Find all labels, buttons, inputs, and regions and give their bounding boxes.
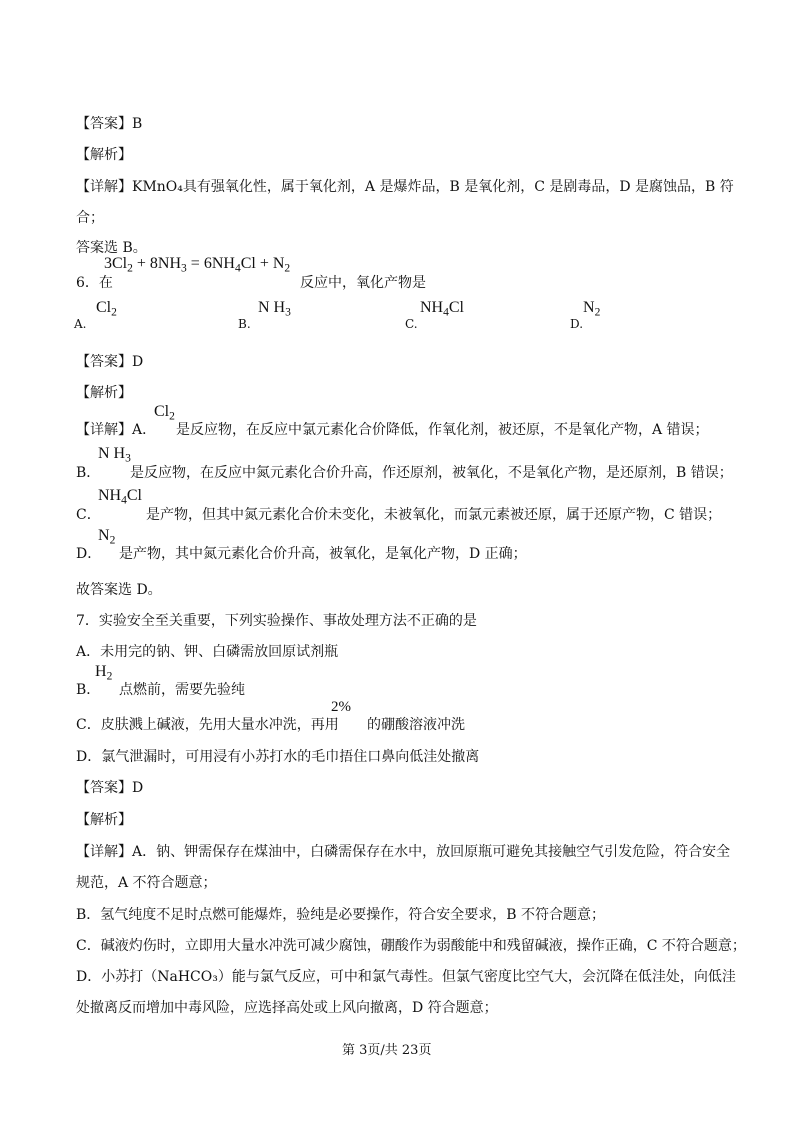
option-b-label: B．	[76, 682, 101, 698]
formula-nh4cl: $NH_4Cl$	[98, 487, 142, 507]
reaction-equation: $3Cl_2 + 8NH_3 = 6NH_4Cl + N_2$	[104, 255, 291, 275]
option-c-text-tail: 的硼酸溶液冲洗	[367, 717, 465, 733]
detail-text: 是产物，但其中氮元素化合价未变化，未被氧化，而氯元素被还原，属于还原产物，C 错误；	[146, 507, 722, 523]
detail-text: 是反应物，在反应中氯元素化合价降低，作氧化剂，被还原，不是氧化产物，A 错误；	[176, 422, 709, 438]
detail-text: 【详解】KMnO₄具有强氧化性，属于氧化剂，A 是爆炸品，B 是氧化剂，C 是剧毒品，D 是腐蚀品，B 符	[76, 179, 734, 195]
option-c-text: C．皮肤溅上碱液，先用大量水冲洗，再用	[76, 717, 339, 733]
analysis-label: 【解析】	[76, 812, 132, 828]
detail-text: D．小苏打（NaHCO₃）能与氯气反应，可中和氯气毒性。但氯气密度比空气大，会沉降在低洼处，向低洼	[76, 969, 736, 985]
question-stem: 7．实验安全至关重要，下列实验操作、事故处理方法不正确的是	[76, 613, 477, 629]
option-d-formula: $N_2$	[583, 299, 601, 319]
option-b-label: B.	[238, 317, 251, 331]
percent-value: 2%	[331, 699, 351, 715]
detail-text: 【详解】A．钠、钾需保存在煤油中，白磷需保存在水中，放回原瓶可避免其接触空气引发危险，符合安全	[76, 844, 731, 860]
detail-text: 是反应物，在反应中氮元素化合价升高，作还原剂，被氧化，不是氧化产物，是还原剂，B 错误；	[130, 465, 733, 481]
option-d: D．氯气泄漏时，可用浸有小苏打水的毛巾捂住口鼻向低洼处撤离	[76, 749, 480, 765]
analysis-label: 【解析】	[76, 385, 132, 401]
question-number: 6．在	[76, 275, 113, 291]
option-c-formula: $NH_4Cl$	[420, 299, 464, 319]
formula-h2: $H_2$	[95, 663, 113, 683]
analysis-label: 【解析】	[76, 147, 132, 163]
detail-text: 规范，A 不符合题意；	[76, 875, 217, 891]
formula-nh3: N $H_3$	[98, 445, 131, 465]
option-a-label: A.	[74, 317, 87, 331]
option-b-formula: N $H_3$	[258, 299, 291, 319]
detail-text: C．碱液灼伤时，立即用大量水冲洗可减少腐蚀，硼酸作为弱酸能中和残留碱液，操作正确，C 不符合题意；	[76, 938, 746, 954]
detail-text: 处撤离反而增加中毒风险，应选择高处或上风向撤离，D 符合题意；	[76, 1000, 498, 1016]
answer-label: 【答案】B	[76, 116, 143, 132]
question-stem: 反应中，氧化产物是	[300, 275, 426, 291]
formula-cl2: $Cl_2$	[154, 403, 175, 423]
detail-c-prefix: C．	[76, 507, 101, 523]
detail-a-prefix: 【详解】A．	[76, 422, 157, 438]
detail-text: 是产物，其中氮元素化合价升高，被氧化，是氧化产物，D 正确；	[119, 546, 527, 562]
detail-text: 合；	[76, 210, 104, 226]
formula-n2: $N_2$	[98, 527, 116, 547]
option-c-label: C.	[405, 317, 418, 331]
conclusion-text: 答案选 B。	[76, 240, 147, 256]
detail-d-prefix: D．	[76, 546, 102, 562]
option-a: A．未用完的钠、钾、白磷需放回原试剂瓶	[76, 644, 339, 660]
detail-text: B．氢气纯度不足时点燃可能爆炸，验纯是必要操作，符合安全要求，B 不符合题意；	[76, 907, 606, 923]
conclusion-text: 故答案选 D。	[76, 582, 162, 598]
answer-label: 【答案】D	[76, 354, 144, 370]
detail-b-prefix: B．	[76, 465, 101, 481]
page-number: 第 3页/共 23页	[342, 1043, 432, 1058]
answer-label: 【答案】D	[76, 780, 144, 796]
option-a-formula: $Cl_2$	[96, 299, 117, 319]
option-b-text: 点燃前，需要先验纯	[119, 682, 245, 698]
option-d-label: D.	[570, 317, 584, 331]
